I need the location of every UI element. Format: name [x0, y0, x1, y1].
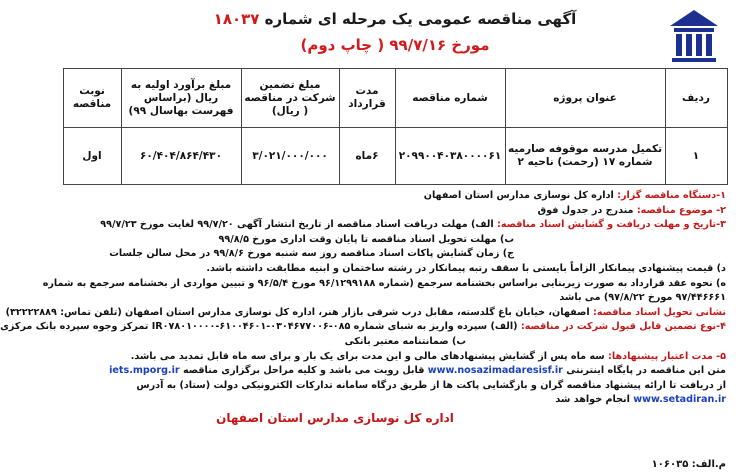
item-guarantee-b: ب) ضمانتنامه معتبر بانکی: [344, 335, 466, 347]
col-tender-no-header: شماره مناقصه: [395, 69, 505, 128]
item-setad-link-line: www.setadiran.ir انجام خواهد شد: [555, 394, 726, 406]
item-contract-note-cont: ۹۷/۴۴۶۶۶۱ مورخ ۹۷/۸/۲۲) می باشد: [559, 292, 726, 304]
item-subject: ۲- موضوع مناقصه: مندرج در جدول فوق: [537, 204, 726, 216]
item-setad-note: از دریافت تا ارائه پیشنهاد مناقصه گران و بازگشایی پاکت ها از طریق درگاه سامانه تدارکات الکترونیکی دولت (ستاد) به آدرس: [136, 379, 726, 391]
item-contract-note: ه) نحوه عقد قرارداد به صورت زیربنایی براساس بخشنامه سرجمع (شماره ۹۶/۱۲۹۹۱۸۸ مورخ ۹۶/۵/۴ و تبیین مواردی از بخشنامه سرجمع به شماره: [42, 277, 726, 289]
col-guarantee-header: مبلغ تضمین شرکت در مناقصه ( ریال): [241, 69, 339, 128]
col-project-header: عنوان پروژه: [505, 69, 665, 128]
col-row-header: ردیف: [665, 69, 727, 128]
item-validity: ۵- مدت اعتبار پیشنهادها: سه ماه پس از گشایش پیشنهادهای مالی و این مدت برای یک بار و برای سه ماه قابل تمدید می باشد.: [130, 350, 726, 362]
cell-estimate: ۶۰/۴۰۴/۸۶۴/۴۳۰: [121, 128, 241, 185]
table-row: [63, 128, 727, 185]
notice-header: [62, 6, 728, 66]
footer-organization: اداره کل نوسازی مدارس استان اصفهان: [216, 410, 454, 425]
item-deadline: ۳-تاریخ و مهلت دریافت و گشایش اسناد مناقصه: الف) مهلت دریافت اسناد مناقصه از تاریخ انتشار آگهی ۹۹/۷/۲۰ لغایت مورخ ۹۹/۷/۲۳: [100, 219, 726, 231]
link-nosazi[interactable]: www.nosazimadaresisf.ir: [427, 365, 563, 377]
item-organizer: ۱-دستگاه مناقصه گزار: اداره کل نوسازی مدارس استان اصفهان: [423, 190, 726, 201]
item-guarantee-type: ۴-نوع تضمین قابل قبول شرکت در مناقصه: (الف) سپرده واریز به شبای شماره ۰۸۵-۰۳۰۴۶۷۷۰۰۶-۶۱۰۰۴۶۰۱-IR۰۷۸۰۱۰۰۰۰ تمرکز وجوه سپرده بانک مرکزی: [0, 321, 726, 333]
cell-guarantee: ۳/۰۲۱/۰۰۰/۰۰۰: [241, 128, 339, 185]
table-header-row: [63, 69, 727, 128]
link-setadiran[interactable]: www.setadiran.ir: [633, 394, 726, 406]
cell-project: تکمیل مدرسه موقوفه صارمیه شماره ۱۷ (رحمت) ناحیه ۲: [505, 128, 665, 185]
publication-code: م.الف: ۱۰۶۰۳۵: [651, 459, 726, 470]
col-estimate-header: مبلغ برآورد اولیه به ریال (براساس فهرست بهاسال ۹۹): [121, 69, 241, 128]
cell-turn: اول: [63, 128, 121, 185]
item-price-note: د) قیمت پیشنهادی پیمانکار الزاماً بایستی با سقف رتبه پیمانکار در رشته ساختمان و ابنیه مطابقت داشته باشد.: [206, 262, 726, 274]
notice-title: آگهی مناقصه عمومی یک مرحله ای شماره ۱۸۰۳۷: [213, 10, 577, 28]
date-value: ۹۹/۷/۱۶: [389, 36, 447, 54]
school-renovation-logo-icon: [666, 6, 722, 64]
item-deadline-b: ب) مهلت تحویل اسناد مناقصه تا پایان وقت اداری مورخ ۹۹/۸/۵: [218, 233, 514, 245]
item-address: نشانی تحویل اسناد مناقصه: اصفهان، خیابان باغ گلدسته، مقابل درب شرقی بازار هنر، اداره کل نوسازی مدارس استان اصفهان (تلفن تماس: ۳۲۲۲۲۸۸۹): [5, 306, 726, 318]
col-duration-header: مدت قرارداد: [339, 69, 395, 128]
link-iets[interactable]: iets.mporg.ir: [109, 365, 180, 377]
col-turn-header: نوبت مناقصه: [63, 69, 121, 128]
cell-tender-no: ۲۰۹۹۰۰۴۰۳۸۰۰۰۰۶۱: [395, 128, 505, 185]
cell-row: ۱: [665, 128, 727, 185]
notice-date: مورخ ۹۹/۷/۱۶ ( چاپ دوم): [300, 36, 490, 54]
cell-duration: ۶ماه: [339, 128, 395, 185]
item-website: متن این مناقصه در پایگاه اینترنتی www.nosazimadaresisf.ir قابل رویت می باشد و کلیه مراحل برگزاری مناقصه iets.mporg.ir: [109, 365, 726, 377]
item-deadline-c: ج) زمان گشایش پاکات اسناد مناقصه روز سه شنبه مورخ ۹۹/۸/۶ در محل سالن جلسات: [109, 248, 514, 260]
tender-table: [63, 68, 728, 185]
print-label: ( چاپ دوم): [300, 36, 390, 54]
tender-number: ۱۸۰۳۷: [213, 10, 260, 28]
notice-body: [0, 189, 728, 408]
